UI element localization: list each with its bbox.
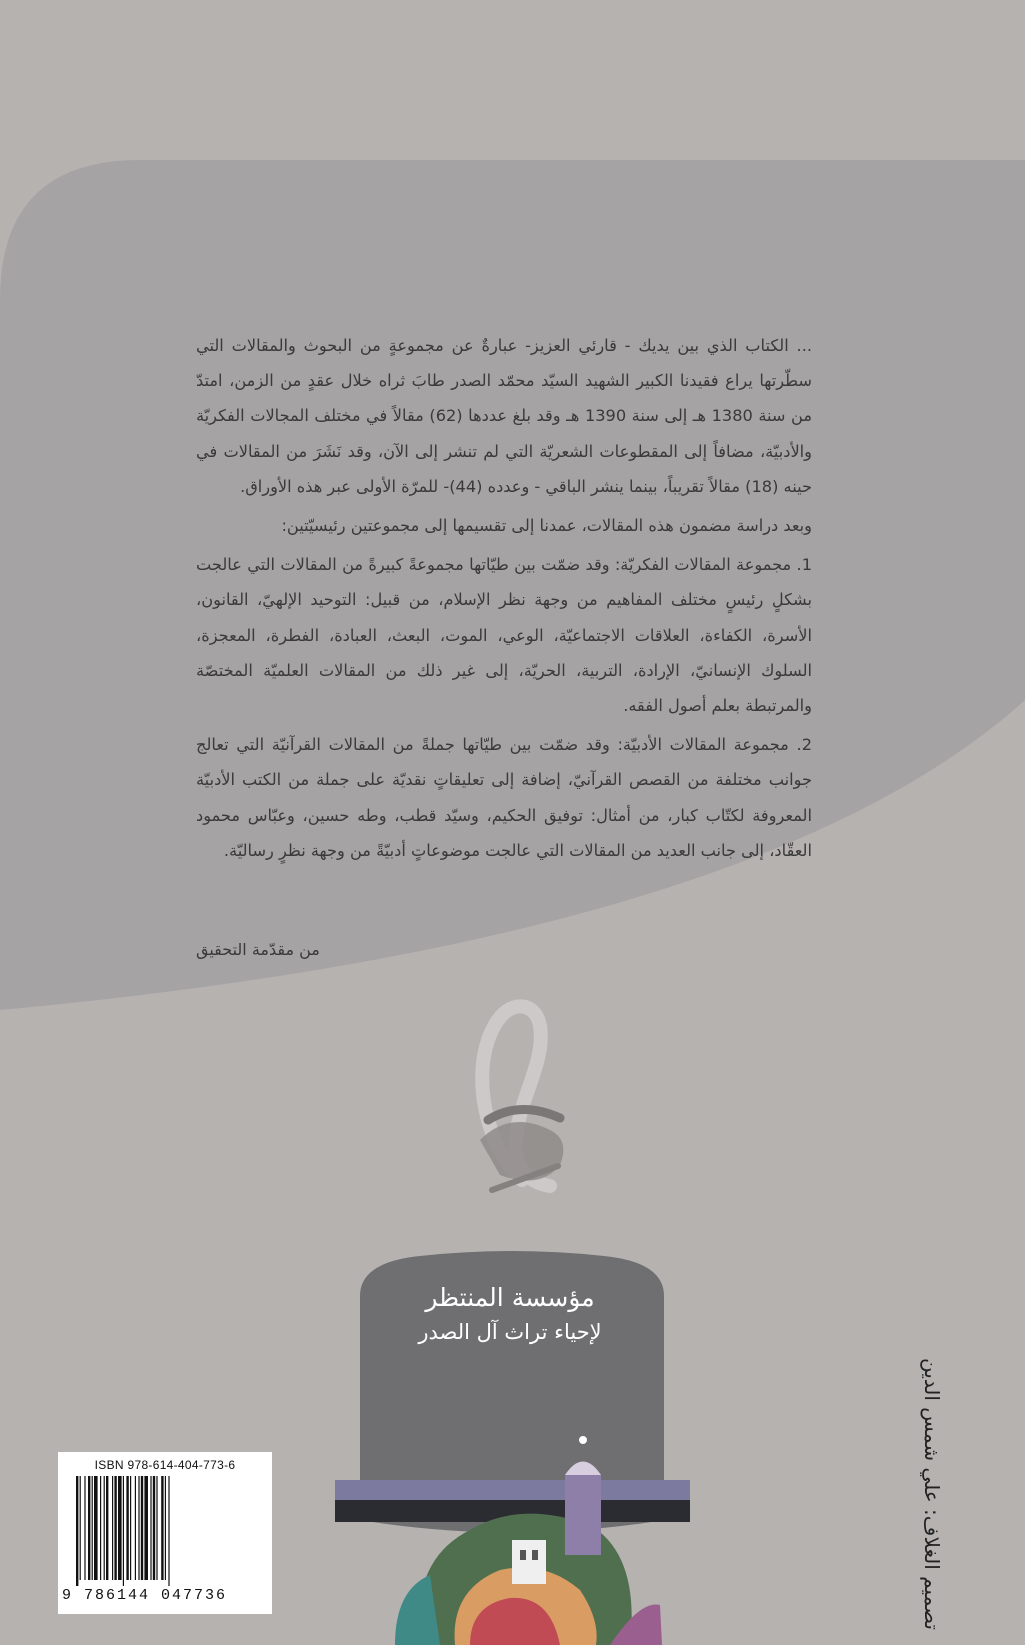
barcode-bar (92, 1476, 93, 1580)
publisher-subtitle: لإحياء تراث آل الصدر (418, 1320, 602, 1344)
barcode-bar (94, 1476, 98, 1580)
isbn-label: ISBN 978-614-404-773-6 (94, 1458, 236, 1472)
barcode-bars (76, 1476, 256, 1586)
barcode-bar (114, 1476, 116, 1580)
barcode-bar (84, 1476, 85, 1580)
division-paragraph: وبعد دراسة مضمون هذه المقالات، عمدنا إلى تقسيمها إلى مجموعتين رئيسيّتين: (281, 516, 812, 536)
barcode-bar (80, 1476, 81, 1580)
barcode-bar (100, 1476, 101, 1580)
barcode-bar (165, 1476, 166, 1580)
barcode-bar (168, 1476, 169, 1586)
intro-paragraph: ... الكتاب الذي بين يديك - قارئي العزيز- عبارةٌ عن مجموعةٍ من البحوث والمقالات التي سطّرتها يراع فقيدنا الكبير الشهيد السيّد محمّد الصدر طابَ ثراه خلال عقدٍ من الزمن، امتدّ من سنة 1380 هـ إلى سنة 1390 هـ وقد بلغ عددها (62) مقالاً في مختلف المجالات الفكريّة والأدبيّة، مضافاً إلى المقطوعات الشعريّة التي لم تنشر إلى الآن، وقد نَشَرَ من المقالات في حينه (18) مقالاً تقريباً، بينما ينشر الباقي - وعدده (44)- للمرّة الأولى عبر هذه الأوراق. (196, 336, 813, 496)
barcode-bar (138, 1476, 139, 1580)
group2-paragraph: 2. مجموعة المقالات الأدبيّة: وقد ضمّت بين طيّاتها جملةً من المقالات القرآنيّة التي تعالج جوانب مختلفة من القصص القرآنيّ، إضافة إلى تعليقاتٍ نقديّة على جملة من الكتب الأدبيّة المعروفة لكتّاب كبار، من أمثال: توفيق الحكيم، وسيّد قطب، وطه حسين، وعبّاس محمود العقّاد، إلى جانب العديد من المقالات التي عالجت موضوعاتٍ أدبيّةً من وجهة نظرٍ رساليّة. (196, 735, 812, 860)
barcode-bar (153, 1476, 155, 1580)
isbn-barcode (58, 1452, 272, 1614)
barcode-bar (112, 1476, 113, 1580)
source-note-text: من مقدّمة التحقيق (196, 940, 320, 959)
source-note (196, 940, 496, 959)
barcode-bar (161, 1476, 163, 1580)
barcode-bar (123, 1476, 124, 1586)
logo-graphic (440, 990, 600, 1220)
barcode-digits: 9 786144 047736 (62, 1587, 228, 1604)
publisher-name: مؤسسة المنتظر (425, 1283, 595, 1312)
barcode-bar (104, 1476, 105, 1580)
barcode-bar (150, 1476, 151, 1580)
cover-design-credit: تصميم الغلاف: علي شمس الدين (920, 1358, 944, 1630)
group1-paragraph: 1. مجموعة المقالات الفكريّة: وقد ضمّت بين طيّاتها مجموعةً كبيرةً من المقالات التي عالجت بشكلٍ رئيسٍ مختلف المفاهيم من وجهة نظر الإسلام، من قبيل: التوحيد الإلهيّ، القانون، الأسرة، الكفاءة، العلاقات الاجتماعيّة، الوعي، الموت، البعث، العبادة، الفطرة، المعجزة، السلوك الإنسانيّ، الإرادة، التربية، الحريّة، إلى غير ذلك من المقالات العلميّة المختصّة والمرتبطة بعلم أصول الفقه. (196, 555, 812, 716)
barcode-bar (88, 1476, 90, 1580)
barcode-bar (141, 1476, 143, 1580)
barcode-bar (118, 1476, 122, 1580)
calligraphy-logo-icon (440, 990, 600, 1220)
publisher-block (375, 1280, 645, 1348)
barcode-bar (156, 1476, 157, 1580)
barcode-bar (144, 1476, 148, 1580)
barcode-bar (135, 1476, 136, 1580)
barcode-bar (130, 1476, 131, 1580)
back-cover-text (196, 328, 812, 868)
barcode-bar (126, 1476, 128, 1580)
barcode-bar (76, 1476, 78, 1586)
barcode-bar (106, 1476, 108, 1580)
